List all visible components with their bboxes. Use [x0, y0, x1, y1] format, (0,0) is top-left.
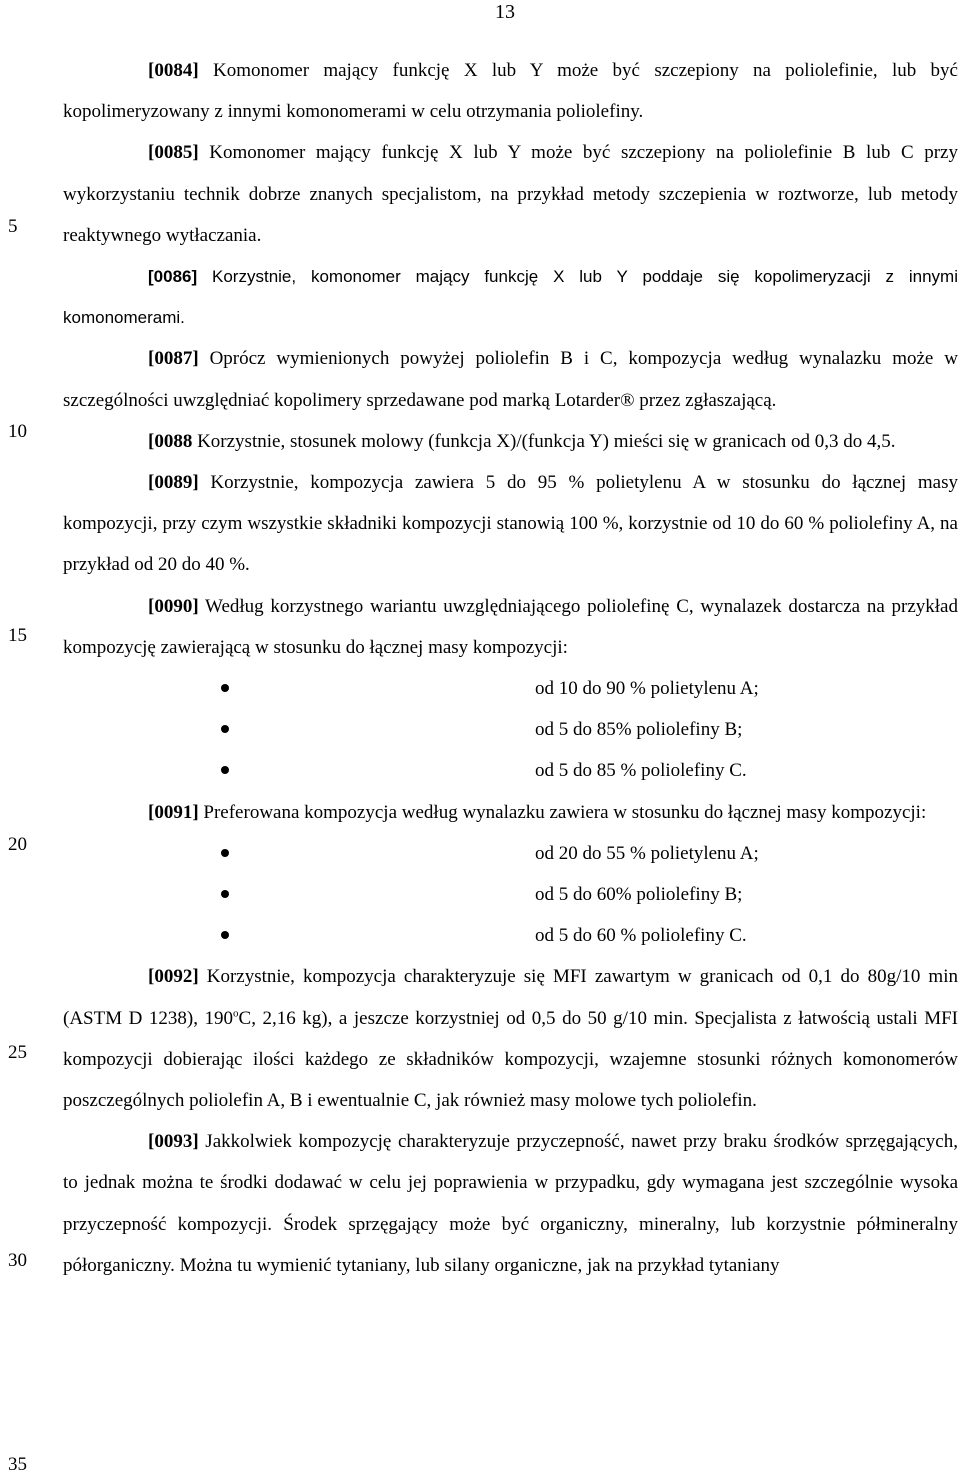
paragraph-text: Korzystnie, stosunek molowy (funkcja X)/(funkcja Y) mieści się w granicach od 0,3 do 4,5. — [192, 430, 896, 452]
paragraph-text: Korzystnie, kompozycja zawiera 5 do 95 % polietylenu A w stosunku do łącznej masy kompozycji, przy czym wszystkie składniki kompozycji stanowią 100 %, korzystnie od 10 do 60 % poliolefiny A, na przykład od 20 do 40 %. — [63, 472, 958, 576]
paragraph-text: Komonomer mający funkcję X lub Y może być szczepiony na poliolefinie, lub być kopolimeryzowany z innymi komonomerami w celu otrzymania poliolefiny. — [63, 60, 958, 123]
paragraph-0086 — [63, 256, 958, 338]
paragraph-text: Według korzystnego wariantu uwzględniającego poliolefinę C, wynalazek dostarcza na przykład kompozycję zawierającą w stosunku do łącznej masy kompozycji: — [63, 595, 958, 658]
document-body — [63, 50, 958, 1286]
paragraph-0085 — [63, 132, 958, 256]
line-number-25: 25 — [8, 1042, 27, 1063]
paragraph-id: [0091] — [148, 801, 199, 823]
list-item-text: od 5 do 60 % poliolefiny C. — [535, 925, 747, 947]
list-item-text: od 5 do 60% poliolefiny B; — [535, 884, 743, 905]
paragraph-id: [0085] — [148, 142, 199, 164]
paragraph-id: [0090] — [148, 595, 199, 617]
list-item — [63, 833, 958, 874]
paragraph-text: Preferowana kompozycja według wynalazku zawiera w stosunku do łącznej masy kompozycji: — [198, 801, 927, 823]
paragraph-text: Oprócz wymienionych powyżej poliolefin B i C, kompozycja według wynalazku może w szczególności uwzględniać kopolimery sprzedawane pod marką Lotarder® przez zgłaszającą. — [63, 348, 958, 411]
page-number: 13 — [495, 1, 515, 23]
line-number-35: 35 — [8, 1454, 27, 1475]
degree-superscript: o — [233, 1007, 239, 1020]
list-item — [63, 750, 958, 791]
list-item — [63, 709, 958, 750]
bullet-icon — [221, 766, 229, 774]
line-number-10: 10 — [8, 421, 27, 442]
paragraph-text: Jakkolwiek kompozycję charakteryzuje przyczepność, nawet przy braku środków sprzęgających, to jednak można te środki dodawać w celu jej poprawienia w przypadku, gdy wymagana jest szczególnie wysoka przyczepność kompozycji. Środek sprzęgający może być organiczny, mineralny, lub korzystnie półmineralny półorganiczny. Można tu wymienić tytaniany, lub silany organiczne, jak na przykład tytaniany — [63, 1131, 958, 1276]
line-number-15: 15 — [8, 625, 27, 646]
list-item — [63, 874, 958, 915]
paragraph-0092 — [63, 956, 958, 1121]
list-item-text: od 5 do 85 % poliolefiny C. — [535, 760, 747, 782]
paragraph-id: [0086] — [148, 267, 198, 287]
composition-list-0091 — [63, 833, 958, 957]
bullet-icon — [221, 684, 229, 692]
paragraph-id: [0093] — [148, 1131, 199, 1153]
composition-list-0090 — [63, 668, 958, 792]
paragraph-0087 — [63, 338, 958, 420]
paragraph-0084 — [63, 50, 958, 132]
bullet-icon — [221, 725, 229, 733]
paragraph-id: [0088 — [148, 430, 193, 452]
list-item — [63, 915, 958, 956]
paragraph-text-continued: C, 2,16 kg), a jeszcze korzystniej od 0,5 do 50 g/10 min. Specjalista z łatwością ustali MFI kompozycji dobierając ilości każdego ze składników kompozycji, wzajemne stosunki różnych komonomerów poszczególnych poliolefin A, B i ewentualnie C, jak również masy molowe tych poliolefin. — [63, 1007, 958, 1111]
paragraph-0088 — [63, 421, 958, 462]
list-item-text: od 20 do 55 % polietylenu A; — [535, 842, 759, 864]
paragraph-id: [0089] — [148, 472, 199, 494]
line-number-5: 5 — [8, 216, 18, 237]
paragraph-0091 — [63, 792, 958, 833]
list-item-text: od 10 do 90 % polietylenu A; — [535, 678, 759, 700]
paragraph-id: [0092] — [148, 966, 199, 988]
list-item-text: od 5 do 85% poliolefiny B; — [535, 719, 743, 741]
paragraph-text: Komonomer mający funkcję X lub Y może być szczepiony na poliolefinie B lub C przy wykorzystaniu technik dobrze znanych specjalistom, na przykład metody szczepienia w roztworze, lub metody reaktywnego wytłaczania. — [63, 142, 958, 246]
list-item — [63, 668, 958, 709]
paragraph-0093 — [63, 1121, 958, 1286]
paragraph-0090 — [63, 586, 958, 668]
paragraph-text: Korzystnie, komonomer mający funkcję X lub Y poddaje się kopolimeryzacji z innymi komonomerami. — [63, 267, 958, 328]
paragraph-text: Korzystnie, kompozycja charakteryzuje się MFI zawartym w granicach od 0,1 do 80g/10 min (ASTM D 1238), 190 — [63, 966, 958, 1029]
line-number-20: 20 — [8, 834, 27, 855]
paragraph-0089 — [63, 462, 958, 586]
bullet-icon — [221, 931, 229, 939]
paragraph-id: [0084] — [148, 60, 199, 81]
bullet-icon — [221, 890, 229, 898]
line-number-30: 30 — [8, 1250, 27, 1271]
bullet-icon — [221, 849, 229, 857]
paragraph-id: [0087] — [148, 348, 199, 370]
